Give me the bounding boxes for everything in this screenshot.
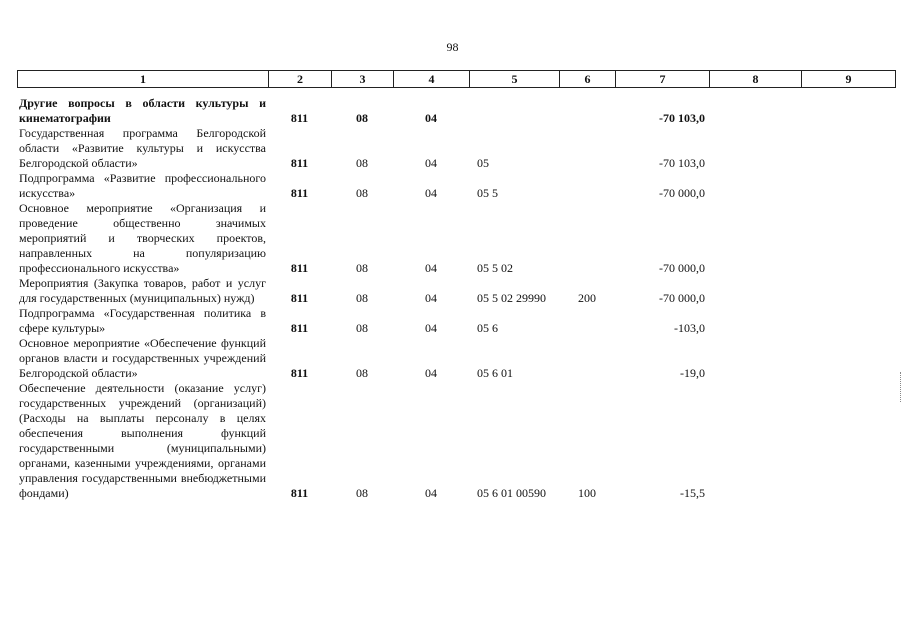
row-col-6: 100 bbox=[578, 486, 596, 500]
row-col-6: 200 bbox=[578, 291, 596, 305]
row-col-8 bbox=[709, 381, 801, 501]
row-name: Мероприятия (Закупка товаров, работ и услуг для государственных (муниципальных) нужд) bbox=[19, 276, 266, 305]
row-col-6 bbox=[559, 93, 615, 126]
row-col-9 bbox=[801, 171, 895, 201]
row-col-7: -70 103,0 bbox=[659, 156, 705, 170]
row-col-7: -70 000,0 bbox=[659, 261, 705, 275]
row-col-5: 05 5 02 29990 bbox=[477, 291, 546, 305]
row-name: Обеспечение деятельности (оказание услуг) государственных учреждений (организаций) (Расходы на выплаты персоналу в целях обеспечения выполнения функций государственными (муниципальными) органами, казенными учреждениями, органами управления государственными внебюджетными фондами) bbox=[19, 381, 266, 500]
row-col-4: 04 bbox=[425, 186, 437, 200]
row-col-2: 811 bbox=[290, 321, 309, 335]
row-col-7: -70 000,0 bbox=[659, 186, 705, 200]
row-name: Основное мероприятие «Обеспечение функций органов власти и государственных учреждений Белгородской области» bbox=[19, 336, 266, 380]
row-col-5: 05 5 bbox=[477, 186, 498, 200]
row-col-8 bbox=[709, 336, 801, 381]
row-col-2: 811 bbox=[290, 156, 309, 170]
row-col-7: -15,5 bbox=[680, 486, 705, 500]
row-col-4: 04 bbox=[425, 486, 437, 500]
header-col-8: 8 bbox=[710, 71, 802, 88]
row-col-5: 05 5 02 bbox=[477, 261, 513, 275]
row-col-9 bbox=[801, 201, 895, 276]
row-col-3: 08 bbox=[356, 366, 368, 380]
row-col-8 bbox=[709, 276, 801, 306]
row-col-5: 05 6 01 bbox=[477, 366, 513, 380]
row-col-8 bbox=[709, 171, 801, 201]
header-col-1: 1 bbox=[18, 71, 269, 88]
row-col-6 bbox=[559, 201, 615, 276]
row-col-3: 08 bbox=[356, 261, 368, 275]
row-col-5: 05 6 bbox=[477, 321, 498, 335]
row-col-3: 08 bbox=[356, 321, 368, 335]
header-col-2: 2 bbox=[269, 71, 332, 88]
row-col-5: 05 bbox=[477, 156, 489, 170]
row-col-7: -103,0 bbox=[674, 321, 705, 335]
row-col-9 bbox=[801, 93, 895, 126]
row-col-2: 811 bbox=[290, 366, 309, 380]
row-col-3: 08 bbox=[356, 111, 368, 125]
row-name: Государственная программа Белгородской области «Развитие культуры и искусства Белгородской области» bbox=[19, 126, 266, 170]
row-col-9 bbox=[801, 126, 895, 171]
budget-table-body bbox=[17, 93, 895, 501]
row-col-2: 811 bbox=[290, 486, 309, 500]
header-col-3: 3 bbox=[332, 71, 394, 88]
page-number: 98 bbox=[446, 40, 459, 54]
row-col-4: 04 bbox=[425, 111, 437, 125]
table-row bbox=[17, 171, 895, 201]
row-col-7: -70 103,0 bbox=[659, 111, 705, 125]
header-col-4: 4 bbox=[394, 71, 470, 88]
scan-edge-mark bbox=[900, 372, 903, 402]
row-col-4: 04 bbox=[425, 261, 437, 275]
header-col-6: 6 bbox=[560, 71, 616, 88]
row-col-7: -19,0 bbox=[680, 366, 705, 380]
row-col-7: -70 000,0 bbox=[659, 291, 705, 305]
row-col-6 bbox=[559, 336, 615, 381]
row-col-3: 08 bbox=[356, 291, 368, 305]
row-name: Подпрограмма «Развитие профессионального искусства» bbox=[19, 171, 266, 200]
row-col-4: 04 bbox=[425, 291, 437, 305]
row-col-3: 08 bbox=[356, 186, 368, 200]
row-col-3: 08 bbox=[356, 156, 368, 170]
row-col-2: 811 bbox=[290, 291, 309, 305]
row-col-3: 08 bbox=[356, 486, 368, 500]
row-col-8 bbox=[709, 126, 801, 171]
row-col-9 bbox=[801, 336, 895, 381]
table-row bbox=[17, 201, 895, 276]
row-col-5: 05 6 01 00590 bbox=[477, 486, 546, 500]
row-col-9 bbox=[801, 306, 895, 336]
header-col-9: 9 bbox=[802, 71, 896, 88]
row-name: Подпрограмма «Государственная политика в сфере культуры» bbox=[19, 306, 266, 335]
table-row bbox=[17, 126, 895, 171]
row-col-2: 811 bbox=[290, 261, 309, 275]
row-col-4: 04 bbox=[425, 321, 437, 335]
row-col-4: 04 bbox=[425, 156, 437, 170]
row-col-8 bbox=[709, 306, 801, 336]
header-col-7: 7 bbox=[616, 71, 710, 88]
table-row bbox=[17, 336, 895, 381]
row-col-2: 811 bbox=[290, 186, 309, 200]
row-col-6 bbox=[559, 171, 615, 201]
row-col-9 bbox=[801, 381, 895, 501]
row-col-9 bbox=[801, 276, 895, 306]
table-row bbox=[17, 306, 895, 336]
row-col-6 bbox=[559, 306, 615, 336]
row-col-8 bbox=[709, 201, 801, 276]
table-row bbox=[17, 276, 895, 306]
table-row bbox=[17, 381, 895, 501]
row-col-8 bbox=[709, 93, 801, 126]
column-header-row bbox=[17, 70, 896, 88]
row-col-5 bbox=[469, 93, 559, 126]
row-col-4: 04 bbox=[425, 366, 437, 380]
table-row bbox=[17, 93, 895, 126]
row-col-6 bbox=[559, 126, 615, 171]
row-col-2: 811 bbox=[290, 111, 309, 125]
header-col-5: 5 bbox=[470, 71, 560, 88]
row-name: Основное мероприятие «Организация и проведение общественно значимых мероприятий и творческих проектов, направленных на популяризацию профессионального искусства» bbox=[19, 201, 266, 275]
row-name: Другие вопросы в области культуры и кинематографии bbox=[19, 96, 266, 125]
